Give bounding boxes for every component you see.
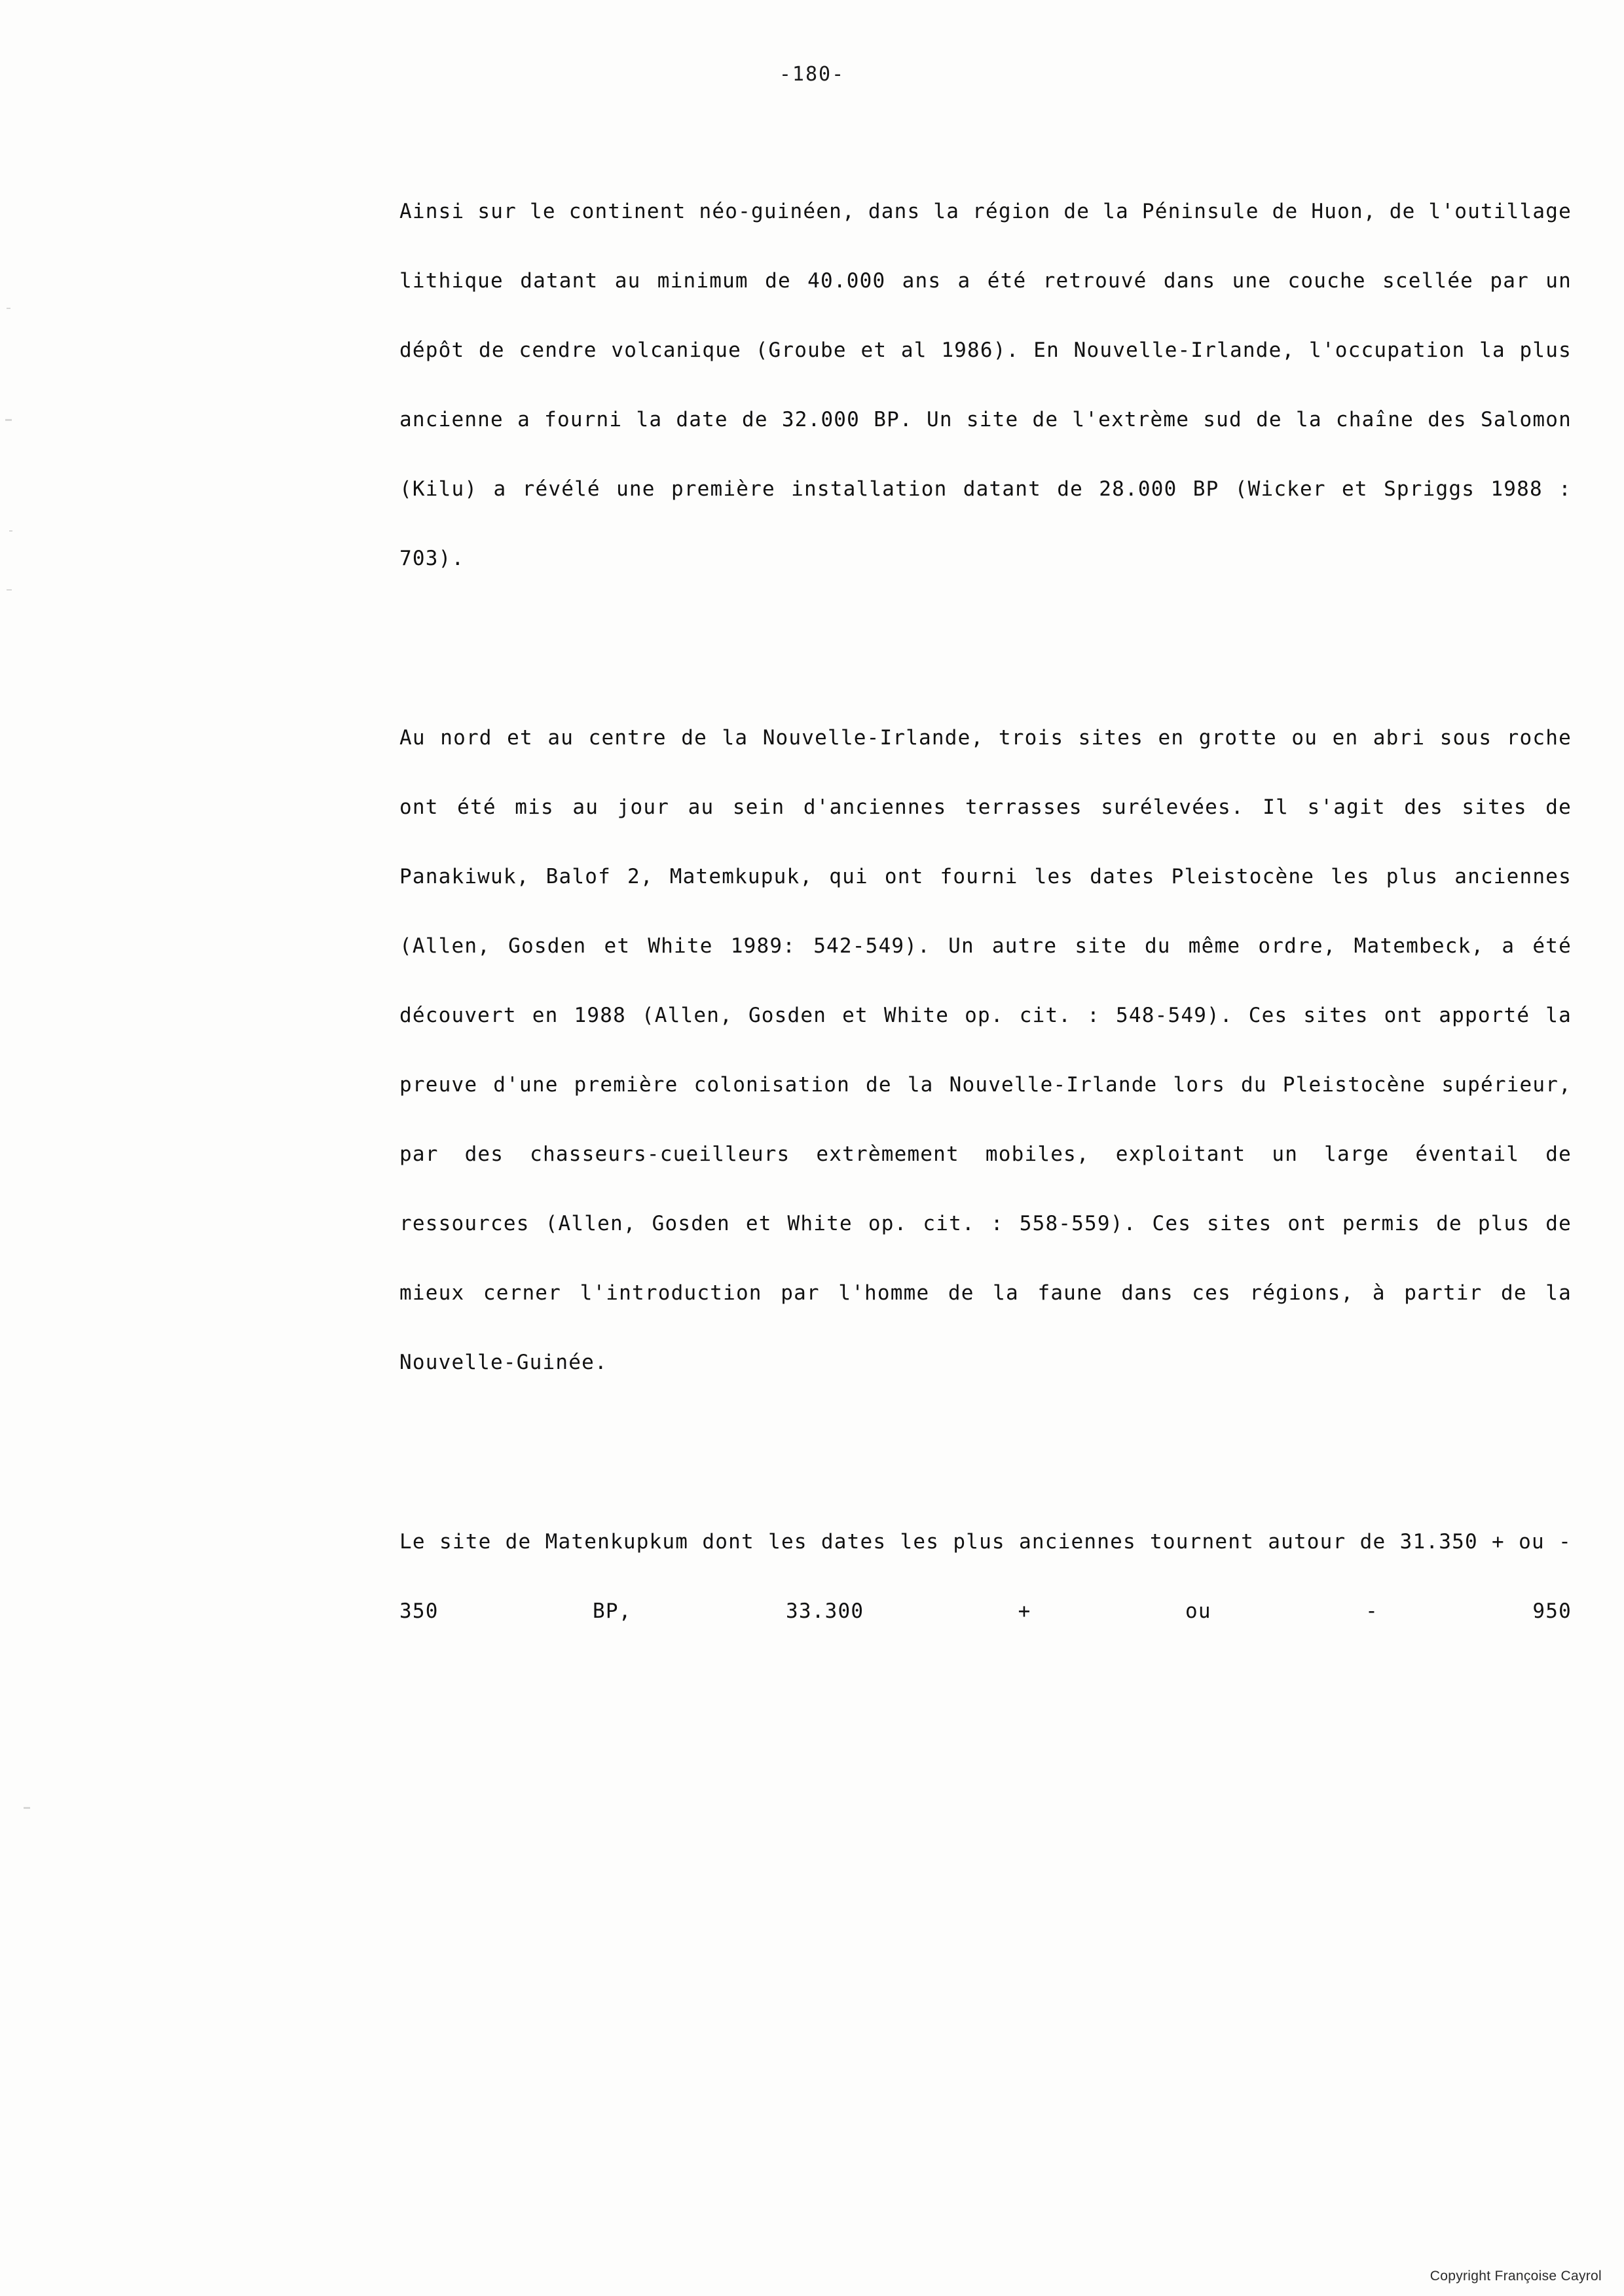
scan-artifact bbox=[9, 530, 12, 532]
scan-artifact bbox=[5, 419, 12, 421]
scan-artifact bbox=[7, 308, 10, 309]
copyright-notice: Copyright Françoise Cayrol bbox=[1430, 2269, 1602, 2284]
paragraph: Ainsi sur le continent néo-guinéen, dans la région de la Péninsule de Huon, de l'outillage lithique datant au minimum de 40.000 ans a été retrouvé dans une couche scellée par un dépôt de cendre volcanique (Groube et al 1986). En Nouvelle-Irlande, l'occupation la plus ancienne a fourni la date de 32.000 BP. Un site de l'extrème sud de la chaîne des Salomon (Kilu) a révélé une première installation datant de 28.000 BP (Wicker et Spriggs 1988 : 703). bbox=[399, 200, 1572, 570]
body-text bbox=[399, 177, 1572, 1715]
page-number: -180- bbox=[779, 63, 845, 86]
paragraph: Le site de Matenkupkum dont les dates les plus anciennes tournent autour de 31.350 + ou - 350 BP, 33.300 + ou - 950 bbox=[399, 1530, 1572, 1623]
scan-artifact bbox=[7, 589, 12, 591]
paragraph: Au nord et au centre de la Nouvelle-Irlande, trois sites en grotte ou en abri sous roche ont été mis au jour au sein d'anciennes terrasses surélevées. Il s'agit des sites de Panakiwuk, Balof 2, Matemkupuk, qui ont fourni les dates Pleistocène les plus anciennes (Allen, Gosden et White 1989: 542-549). Un autre site du même ordre, Matembeck, a été découvert en 1988 (Allen, Gosden et White op. cit. : 548-549). Ces sites ont apporté la preuve d'une première colonisation de la Nouvelle-Irlande lors du Pleistocène supérieur, par des chasseurs-cueilleurs extrèmement mobiles, exploitant un large éventail de ressources (Allen, Gosden et White op. cit. : 558-559). Ces sites ont permis de plus de mieux cerner l'introduction par l'homme de la faune dans ces régions, à partir de la Nouvelle-Guinée. bbox=[399, 726, 1572, 1374]
scan-artifact bbox=[24, 1807, 30, 1809]
